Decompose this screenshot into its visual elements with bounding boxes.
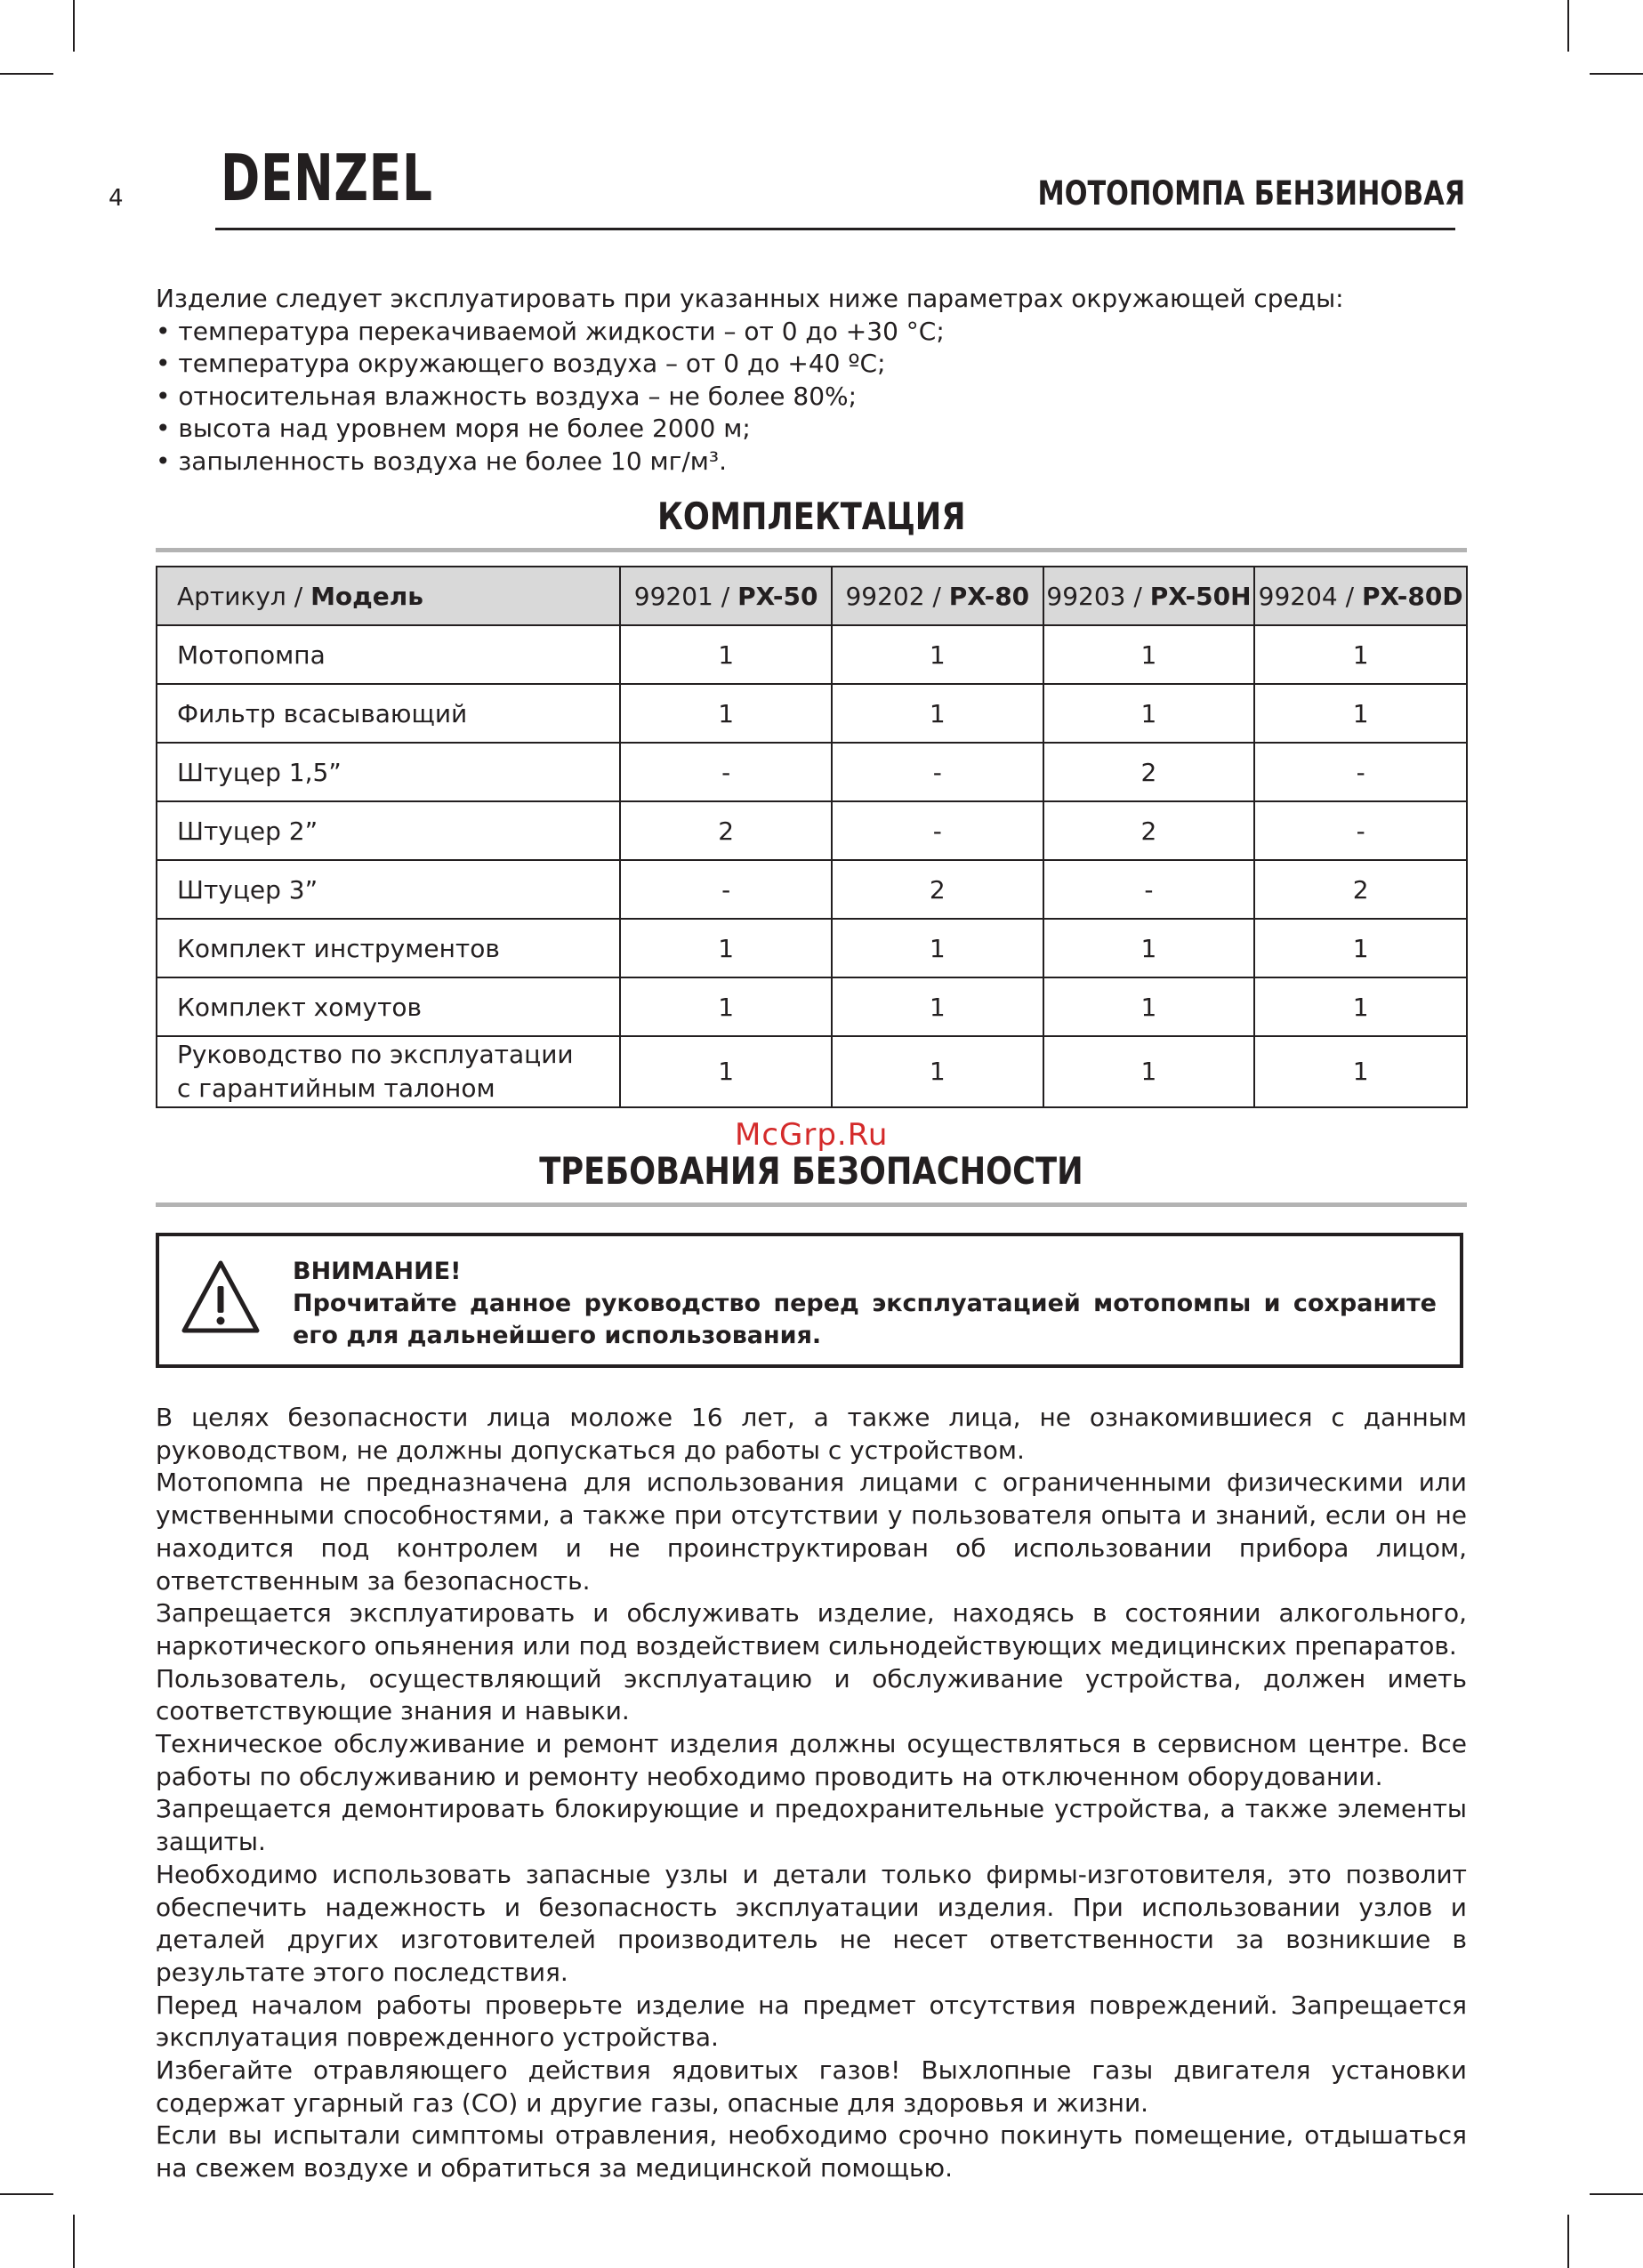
- item-qty: 1: [1043, 625, 1255, 684]
- crop-mark: [1590, 73, 1643, 75]
- safety-paragraph: Мотопомпа не предназначена для использования лицами с ограниченными физическими или умственными способностями, а также при отсутствии у пользователя опыта и знаний, если он не находится под контролем и не проинструктирован об использовании прибора лицом, ответственным за безопасность.: [156, 1468, 1467, 1596]
- item-qty: 1: [620, 919, 832, 977]
- item-qty: 1: [620, 1036, 832, 1107]
- header-cell-model: 99201 / PX-50: [620, 567, 832, 625]
- table-row: [157, 860, 1467, 919]
- item-qty: 2: [620, 801, 832, 860]
- item-name: Штуцер 2”: [157, 801, 620, 860]
- item-name: Комплект хомутов: [157, 977, 620, 1036]
- item-name: Штуцер 1,5”: [157, 743, 620, 801]
- item-qty: 1: [832, 625, 1043, 684]
- crop-mark: [0, 73, 53, 75]
- safety-paragraph: Запрещается эксплуатировать и обслуживать изделие, находясь в состоянии алкогольного, наркотического опьянения или под воздействием сильнодействующих медицинских препаратов.: [156, 1598, 1467, 1661]
- safety-paragraph: Техническое обслуживание и ремонт изделия должны осуществляться в сервисном центре. Все работы по обслуживанию и ремонту необходимо проводить на отключенном оборудовании.: [156, 1729, 1467, 1791]
- condition-item: • запыленность воздуха не более 10 мг/м³.: [156, 446, 728, 476]
- item-qty: 1: [1043, 1036, 1255, 1107]
- item-name-line: с гарантийным талоном: [177, 1074, 495, 1103]
- denzel-logo: [215, 141, 482, 215]
- safety-title-text: ТРЕБОВАНИЯ БЕЗОПАСНОСТИ: [539, 1149, 1083, 1193]
- item-qty: 1: [1254, 1036, 1467, 1107]
- header-cell-model: 99204 / PX-80D: [1254, 567, 1467, 625]
- item-name: [157, 1036, 620, 1107]
- header-cell-label: Артикул / Модель: [157, 567, 620, 625]
- table-row: [157, 919, 1467, 977]
- item-qty: -: [1043, 860, 1255, 919]
- item-qty: -: [832, 801, 1043, 860]
- item-qty: 1: [832, 1036, 1043, 1107]
- intro-lead: Изделие следует эксплуатировать при указанных ниже параметрах окружающей среды:: [156, 284, 1344, 313]
- crop-mark: [1567, 0, 1569, 52]
- item-qty: -: [1254, 801, 1467, 860]
- table-row: [157, 977, 1467, 1036]
- safety-paragraph: Пользователь, осуществляющий эксплуатацию и обслуживание устройства, должен иметь соответствующие знания и навыки.: [156, 1663, 1467, 1726]
- table-row: [157, 743, 1467, 801]
- crop-mark: [0, 2193, 53, 2195]
- item-qty: 2: [1254, 860, 1467, 919]
- safety-paragraph: Перед началом работы проверьте изделие на предмет отсутствия повреждений. Запрещается эксплуатация поврежденного устройства.: [156, 1990, 1467, 2053]
- logo-wordmark: DENZEL: [221, 141, 433, 215]
- item-name: Мотопомпа: [157, 625, 620, 684]
- item-qty: 1: [1254, 625, 1467, 684]
- item-qty: -: [620, 743, 832, 801]
- item-qty: 1: [1043, 977, 1255, 1036]
- item-qty: 1: [1043, 919, 1255, 977]
- watermark: McGrp.Ru: [735, 1117, 889, 1153]
- item-qty: 2: [1043, 743, 1255, 801]
- item-qty: 2: [832, 860, 1043, 919]
- item-qty: -: [832, 743, 1043, 801]
- kit-table: [156, 566, 1468, 1108]
- safety-paragraph: Если вы испытали симптомы отравления, необходимо срочно покинуть помещение, отдышаться на свежем воздухе и обратиться за медицинской помощью.: [156, 2120, 1467, 2184]
- warning-heading: ВНИМАНИЕ!: [293, 1258, 462, 1285]
- warning-text: [293, 1256, 1437, 1352]
- warning-box: [156, 1233, 1463, 1368]
- item-qty: 1: [832, 919, 1043, 977]
- item-qty: 1: [620, 684, 832, 743]
- item-qty: 1: [620, 977, 832, 1036]
- condition-item: • высота над уровнем моря не более 2000 м;: [156, 414, 751, 443]
- item-name: Комплект инструментов: [157, 919, 620, 977]
- item-name: Штуцер 3”: [157, 860, 620, 919]
- item-qty: 2: [1043, 801, 1255, 860]
- item-qty: 1: [1254, 684, 1467, 743]
- item-qty: 1: [832, 977, 1043, 1036]
- header-cell-model: 99202 / PX-80: [832, 567, 1043, 625]
- kit-title-text: КОМПЛЕКТАЦИЯ: [656, 495, 966, 538]
- condition-item: • относительная влажность воздуха – не более 80%;: [156, 381, 858, 411]
- item-qty: -: [620, 860, 832, 919]
- safety-rules: [156, 1402, 1467, 2185]
- item-qty: 1: [832, 684, 1043, 743]
- kit-section-rule: [156, 548, 1467, 552]
- header-cell-model: 99203 / PX-50H: [1043, 567, 1255, 625]
- document-title: МОТОПОМПА БЕНЗИНОВАЯ: [1037, 174, 1465, 213]
- crop-mark: [1590, 2193, 1643, 2195]
- table-row: [157, 684, 1467, 743]
- environment-conditions: [156, 283, 1344, 478]
- item-qty: 1: [1043, 684, 1255, 743]
- safety-paragraph: В целях безопасности лица моложе 16 лет, а также лица, не ознакомившиеся с данным руководством, не должны допускаться до работы с устройством.: [156, 1403, 1467, 1465]
- safety-paragraph: Запрещается демонтировать блокирующие и предохранительные устройства, а также элементы защиты.: [156, 1794, 1467, 1857]
- table-header-row: [157, 567, 1467, 625]
- safety-paragraph: Избегайте отравляющего действия ядовитых газов! Выхлопные газы двигателя установки содержат угарный газ (СО) и другие газы, опасные для здоровья и жизни.: [156, 2055, 1467, 2118]
- table-row: [157, 801, 1467, 860]
- header-divider: [215, 228, 1455, 230]
- table-row: [157, 625, 1467, 684]
- page-number: 4: [109, 185, 124, 212]
- item-qty: -: [1254, 743, 1467, 801]
- condition-item: • температура перекачиваемой жидкости – от 0 до +30 °С;: [156, 316, 945, 346]
- safety-section-rule: [156, 1202, 1467, 1207]
- warning-triangle-icon: [179, 1258, 262, 1338]
- crop-mark: [1567, 2215, 1569, 2268]
- warning-body: Прочитайте данное руководство перед эксплуатацией мотопомпы и сохраните его для дальнейшего использования.: [293, 1290, 1437, 1349]
- kit-section-title: [156, 495, 1467, 538]
- item-name-line: Руководство по эксплуатации: [177, 1040, 574, 1069]
- item-qty: 1: [1254, 977, 1467, 1036]
- item-name: Фильтр всасывающий: [157, 684, 620, 743]
- item-qty: 1: [1254, 919, 1467, 977]
- crop-mark: [73, 0, 75, 52]
- condition-item: • температура окружающего воздуха – от 0 до +40 ºС;: [156, 349, 886, 378]
- safety-paragraph: Необходимо использовать запасные узлы и детали только фирмы-изготовителя, это позволит обеспечить надежность и безопасность эксплуатации изделия. При использовании узлов и деталей других изготовителей производитель не несет ответственности за возникшие в результате этого последствия.: [156, 1859, 1467, 1987]
- safety-section-title: [156, 1149, 1467, 1193]
- table-row: [157, 1036, 1467, 1107]
- item-qty: 1: [620, 625, 832, 684]
- crop-mark: [73, 2215, 75, 2268]
